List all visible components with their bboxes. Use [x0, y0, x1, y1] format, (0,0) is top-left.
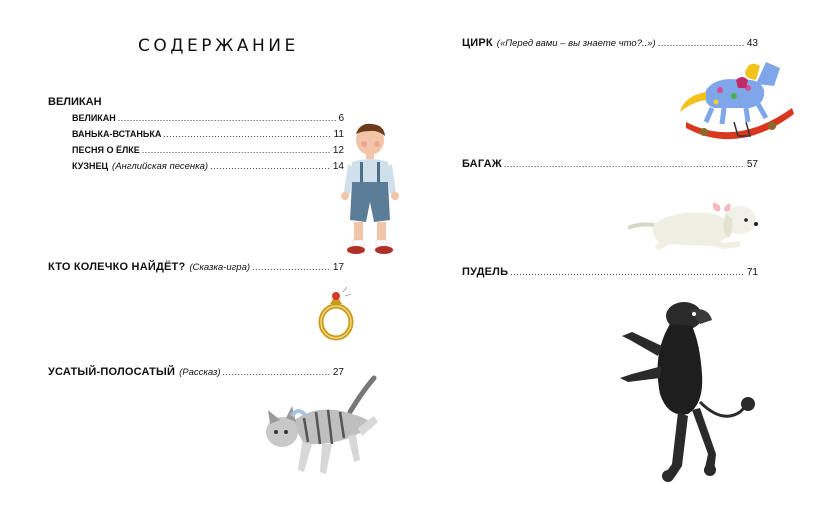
- toc-entry-label: ПУДЕЛЬ: [462, 266, 509, 278]
- toc-entry-page: 71: [746, 267, 758, 278]
- toc-entry-page: 43: [746, 38, 758, 49]
- toc-entry-page: 57: [746, 159, 758, 170]
- leader-dots: [504, 159, 745, 169]
- toc-entry-page: 27: [332, 367, 344, 378]
- leader-dots: [252, 262, 331, 272]
- leader-dots: [658, 38, 745, 48]
- toc-entry-label: УСАТЫЙ-ПОЛОСАТЫЙ: [48, 366, 176, 378]
- toc-entry-label: ПЕСНЯ О ЁЛКЕ: [72, 145, 140, 155]
- toc-entry-bagazh[interactable]: [462, 158, 758, 170]
- leader-dots: [142, 145, 331, 155]
- toc-entry-pesnya-o-elke[interactable]: [72, 145, 344, 156]
- toc-entry-tsirk[interactable]: [462, 37, 758, 49]
- toc-entry-page: 14: [332, 161, 344, 172]
- leader-dots: [510, 267, 745, 277]
- toc-entry-label: ЦИРК: [462, 37, 493, 49]
- toc-entry-subtitle: (Сказка-игра): [189, 262, 251, 273]
- toc-entry-label: КУЗНЕЦ: [72, 161, 109, 171]
- toc-entry-label: ВАНЬКА-ВСТАНЬКА: [72, 129, 162, 139]
- leader-dots: [210, 161, 331, 171]
- toc-entry-velikan[interactable]: [72, 113, 344, 124]
- toc-entry-kto-kolechko[interactable]: [48, 261, 344, 273]
- puppy-illustration: [628, 194, 764, 254]
- toc-entry-page: 11: [333, 129, 344, 140]
- toc-entry-pudel[interactable]: [462, 266, 758, 278]
- toc-entry-label: КТО КОЛЕЧКО НАЙДЁТ?: [48, 261, 186, 273]
- kitten-illustration: [262, 372, 382, 484]
- toc-entry-page: 17: [332, 262, 344, 273]
- leader-dots: [163, 129, 331, 139]
- toc-entry-subtitle: (Английская песенка): [112, 161, 209, 172]
- toc-entry-label: ВЕЛИКАН: [72, 113, 116, 123]
- toc-entry-page: 12: [332, 145, 344, 156]
- ring-illustration: [315, 282, 357, 342]
- toc-entry-subtitle: («Перед вами – вы знаете что?..»): [496, 38, 656, 49]
- toc-entry-label: БАГАЖ: [462, 158, 502, 170]
- toc-entry-vanka-vstanka[interactable]: [72, 129, 344, 140]
- toc-entry-page: 6: [338, 113, 344, 124]
- toc-entry-kuznets[interactable]: [72, 161, 344, 172]
- leader-dots: [118, 113, 337, 123]
- rocking-horse-illustration: [676, 56, 800, 150]
- poodle-illustration: [612, 294, 764, 492]
- boy-illustration: [330, 118, 410, 260]
- section-heading-velikan: ВЕЛИКАН: [48, 96, 102, 108]
- toc-entry-subtitle: (Рассказ): [179, 367, 221, 378]
- page-title: СОДЕРЖАНИЕ: [138, 36, 299, 56]
